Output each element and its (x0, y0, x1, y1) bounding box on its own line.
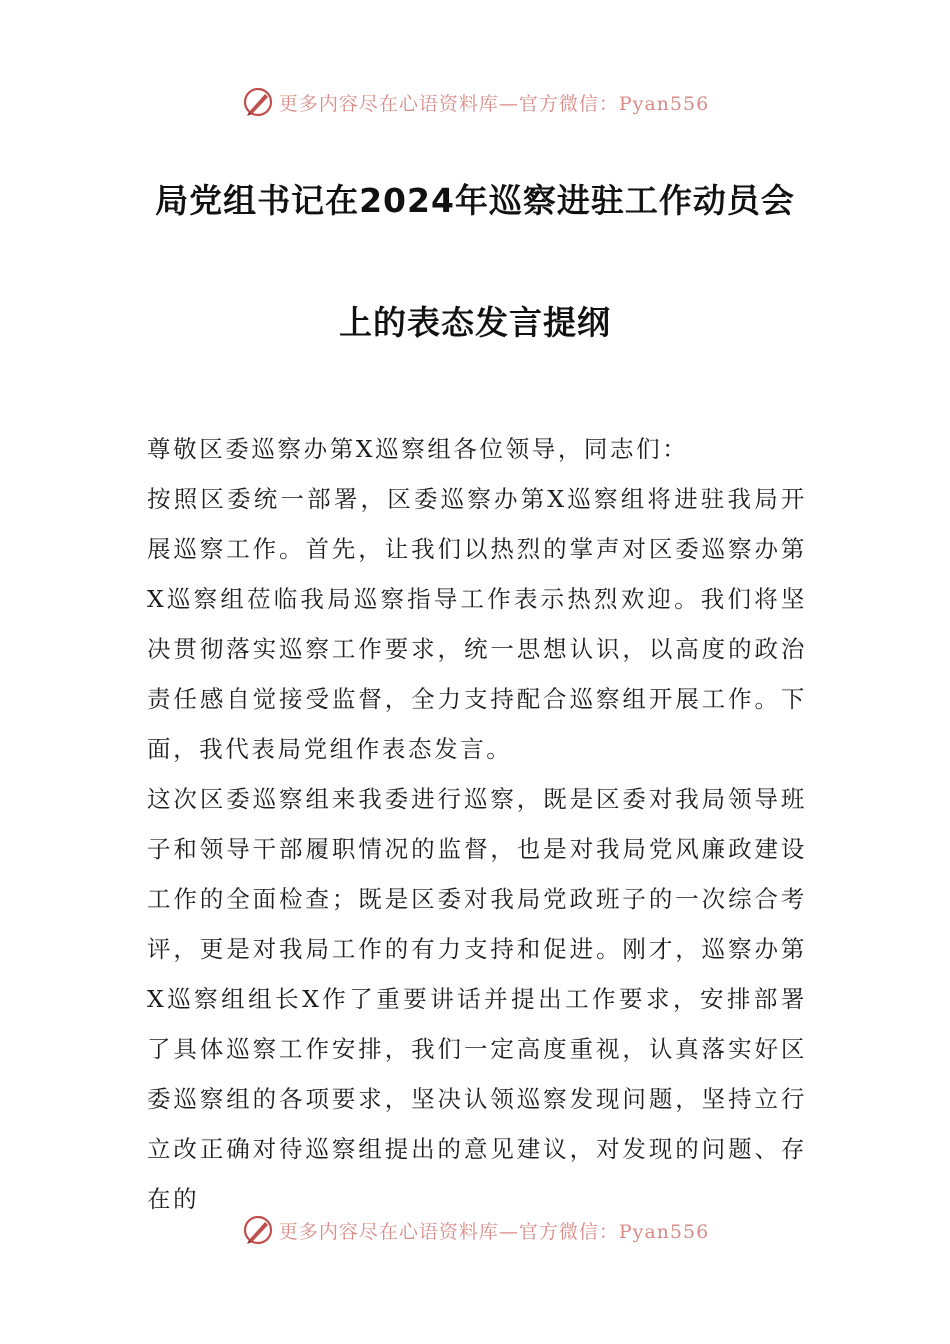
paragraph-intro: 按照区委统一部署，区委巡察办第X巡察组将进驻我局开展巡察工作。首先，让我们以热烈的掌声对区委巡察办第X巡察组莅临我局巡察指导工作表示热烈欢迎。我们将坚决贯彻落实巡察工作要求，统一思想认识，以高度的政治责任感自觉接受监督，全力支持配合巡察组开展工作。下面，我代表局党组作表态发言。 (147, 485, 807, 763)
watermark-footer (0, 1210, 950, 1250)
paragraph-significance: 这次区委巡察组来我委进行巡察，既是区委对我局领导班子和领导干部履职情况的监督，也是对我局党风廉政建设工作的全面检查；既是区委对我局党政班子的一次综合考评，更是对我局工作的有力支持和促进。刚才，巡察办第X巡察组组长X作了重要讲话并提出工作要求，安排部署了具体巡察工作安排，我们一定高度重视，认真落实好区委巡察组的各项要求，坚决认领巡察发现问题，坚持立行立改正确对待巡察组提出的意见建议，对发现的问题、存在的 (147, 785, 807, 1213)
watermark-text: 更多内容尽在心语资料库—官方微信：Pyan556 (278, 1220, 710, 1243)
pen-logo-icon (241, 1213, 275, 1247)
paragraph-salutation: 尊敬区委巡察办第X巡察组各位领导，同志们： (147, 435, 689, 463)
watermark-header (0, 82, 950, 122)
document-title-line2: 上的表态发言提纲 (339, 303, 611, 342)
document-title-line1: 局党组书记在2024年巡察进驻工作动员会 (155, 181, 795, 220)
pen-logo-icon (241, 85, 275, 119)
document-body (147, 424, 807, 1224)
watermark-text: 更多内容尽在心语资料库—官方微信：Pyan556 (278, 92, 710, 115)
